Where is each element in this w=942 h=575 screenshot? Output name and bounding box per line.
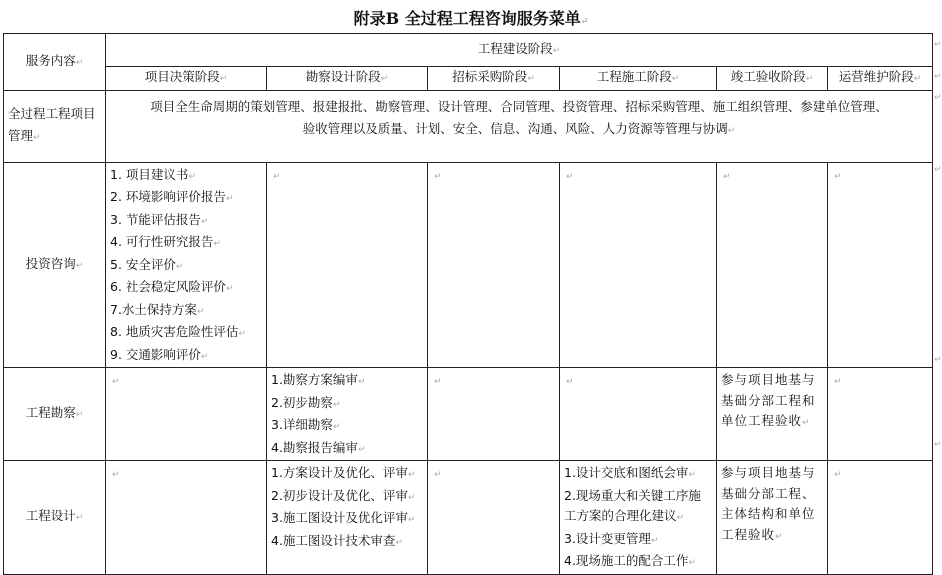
list-item: 1.设计交底和图纸会审 ↵ — [564, 463, 712, 486]
table-row — [4, 90, 933, 162]
list-item: 2.初步勘察 ↵ — [271, 393, 423, 416]
list-item: 9. 交通影响评价 ↵ — [110, 345, 262, 368]
row-end-mark: ↵ — [934, 72, 942, 82]
list-item: 5. 安全评价 ↵ — [110, 255, 262, 278]
row-end-mark: ↵ — [934, 355, 942, 365]
empty-cell: ↵ — [717, 162, 828, 368]
empty-cell: ↵ — [560, 368, 717, 461]
table-row — [4, 368, 933, 461]
row-end-mark: ↵ — [934, 440, 942, 450]
list-item: 3.设计变更管理 ↵ — [564, 529, 712, 552]
row-end-mark: ↵ — [934, 165, 942, 175]
list-item: 7.水土保持方案 ↵ — [110, 300, 262, 323]
row-end-mark: ↵ — [934, 40, 942, 50]
investment-decision-cell — [106, 162, 267, 368]
row-end-mark: ↵ — [934, 93, 942, 103]
empty-cell: ↵ — [106, 368, 267, 461]
header-stage: 勘察设计阶段 ↵ — [267, 67, 428, 91]
list-item: 1. 项目建议书 ↵ — [110, 165, 262, 188]
empty-cell: ↵ — [428, 368, 560, 461]
list-item: 6. 社会稳定风险评价 ↵ — [110, 277, 262, 300]
list-item: 2.初步设计及优化、评审 ↵ — [271, 486, 423, 509]
list-item: 1.勘察方案编审 ↵ — [271, 370, 423, 393]
row-label: 全过程工程项目管理 ↵ — [4, 90, 106, 162]
design-construction-cell — [560, 461, 717, 575]
header-stage: 招标采购阶段 ↵ — [428, 67, 560, 91]
row-label: 工程设计 ↵ — [4, 461, 106, 575]
pm-description: 项目全生命周期的策划管理、报建报批、勘察管理、设计管理、合同管理、投资管理、招标采购管理、施工组织管理、参建单位管理、 验收管理以及质量、计划、安全、信息、沟通、风险、人力资源等管理与协调 ↵ — [106, 90, 933, 162]
table-row — [4, 162, 933, 368]
empty-cell: ↵ — [828, 368, 933, 461]
survey-acceptance-cell: 参与项目地基与基础分部工程和单位工程验收 ↵ — [717, 368, 828, 461]
list-item: 4. 可行性研究报告 ↵ — [110, 232, 262, 255]
list-item: 4.现场施工的配合工作 ↵ — [564, 551, 712, 574]
list-item: 2. 环境影响评价报告 ↵ — [110, 187, 262, 210]
list-item: 4.勘察报告编审 ↵ — [271, 438, 423, 461]
list-item: 3.施工图设计及优化评审 ↵ — [271, 508, 423, 531]
list-item: 3. 节能评估报告 ↵ — [110, 210, 262, 233]
header-stage: 竣工验收阶段 ↵ — [717, 67, 828, 91]
empty-cell: ↵ — [106, 461, 267, 575]
design-acceptance-cell: 参与项目地基与基础分部工程、主体结构和单位工程验收 ↵ — [717, 461, 828, 575]
row-label: 工程勘察 ↵ — [4, 368, 106, 461]
survey-design-cell — [267, 368, 428, 461]
table-row — [4, 461, 933, 575]
header-service-content: 服务内容 ↵ — [4, 34, 106, 91]
header-construction-phase: 工程建设阶段 ↵ — [106, 34, 933, 67]
empty-cell: ↵ — [428, 461, 560, 575]
list-item: 4.施工图设计技术审查 ↵ — [271, 531, 423, 554]
empty-cell: ↵ — [828, 461, 933, 575]
list-item: 2.现场重大和关键工序施工方案的合理化建议 ↵ — [564, 486, 712, 529]
empty-cell: ↵ — [267, 162, 428, 368]
list-item: 8. 地质灾害危险性评估 ↵ — [110, 322, 262, 345]
list-item: 1.方案设计及优化、评审 ↵ — [271, 463, 423, 486]
header-stage: 运营维护阶段 ↵ — [828, 67, 933, 91]
header-stage: 工程施工阶段 ↵ — [560, 67, 717, 91]
document-title: 附录B 全过程工程咨询服务菜单 ↵ — [0, 6, 942, 29]
service-menu-table — [3, 33, 933, 575]
empty-cell: ↵ — [560, 162, 717, 368]
empty-cell: ↵ — [428, 162, 560, 368]
list-item: 3.详细勘察 ↵ — [271, 415, 423, 438]
empty-cell: ↵ — [828, 162, 933, 368]
header-stage: 项目决策阶段 ↵ — [106, 67, 267, 91]
row-label: 投资咨询 ↵ — [4, 162, 106, 368]
design-design-cell — [267, 461, 428, 575]
